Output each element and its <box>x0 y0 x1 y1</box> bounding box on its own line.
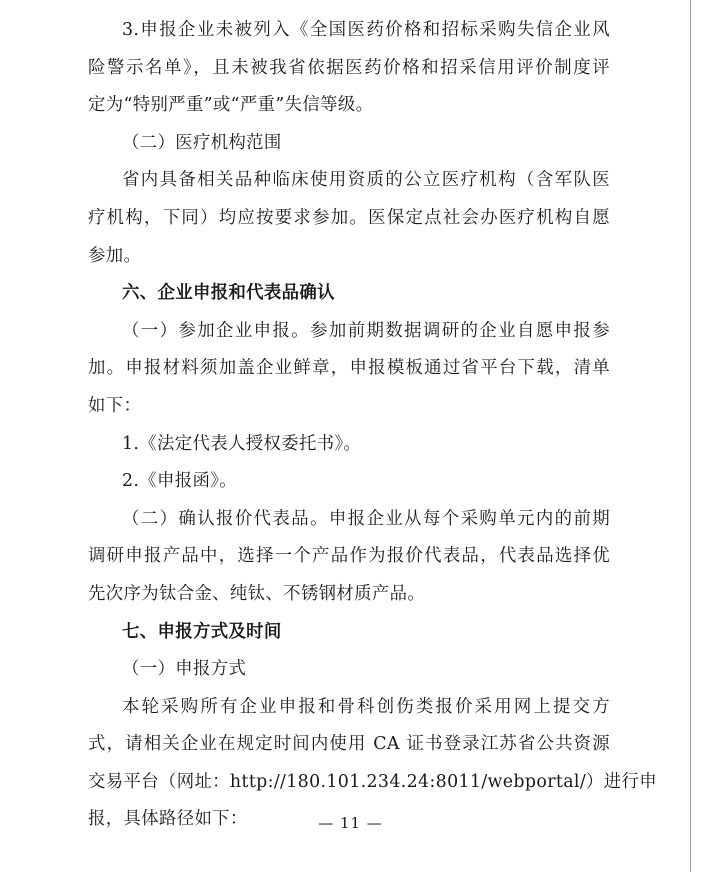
paragraph-line: （二）确认报价代表品。申报企业从每个采购单元内的前期 <box>122 508 610 529</box>
list-item: 2.《申报函》。 <box>122 471 238 492</box>
paragraph-line: 式，请相关企业在规定时间内使用 CA 证书登录江苏省公共资源 <box>88 734 610 755</box>
paragraph-line: 3.申报企业未被列入《全国医药价格和招标采购失信企业风 <box>122 20 610 40</box>
paragraph-line: 如下： <box>88 395 142 416</box>
paragraph-line: 疗机构，下同）均应按要求参加。医保定点社会办医疗机构自愿 <box>88 207 610 228</box>
section-heading: 六、企业申报和代表品确认 <box>122 283 335 304</box>
document-body <box>88 12 657 839</box>
section-heading: 七、申报方式及时间 <box>122 621 282 642</box>
page-edge-divider <box>690 0 691 872</box>
paragraph-line: 报，具体路径如下： <box>88 809 248 830</box>
subsection-heading: （二）医疗机构范围 <box>122 132 282 153</box>
list-item: 1.《法定代表人授权委托书》。 <box>122 433 362 454</box>
paragraph-line: 省内具备相关品种临床使用资质的公立医疗机构（含军队医 <box>122 170 610 191</box>
paragraph-line: （一）参加企业申报。参加前期数据调研的企业自愿申报参 <box>122 320 610 341</box>
paragraph-line: 参加。 <box>88 245 142 266</box>
paragraph-line: 调研申报产品中，选择一个产品作为报价代表品，代表品选择优 <box>88 546 610 567</box>
paragraph-line: 定为“特别严重”或“严重”失信等级。 <box>88 95 374 116</box>
paragraph-line: 本轮采购所有企业申报和骨科创伤类报价采用网上提交方 <box>122 696 610 717</box>
paragraph-line: 先次序为钛合金、纯钛、不锈钢材质产品。 <box>88 583 426 604</box>
paragraph-line: 加。申报材料须加盖企业鲜章，申报模板通过省平台下载，清单 <box>88 358 610 379</box>
page-number: — 11 — <box>318 814 383 832</box>
paragraph-line: 险警示名单》，且未被我省依据医药价格和招采信用评价制度评 <box>88 57 610 78</box>
subsection-heading: （一）申报方式 <box>122 659 247 680</box>
paragraph-line: 交易平台（网址：http://180.101.234.24:8011/webportal/）进行申 <box>88 771 657 792</box>
